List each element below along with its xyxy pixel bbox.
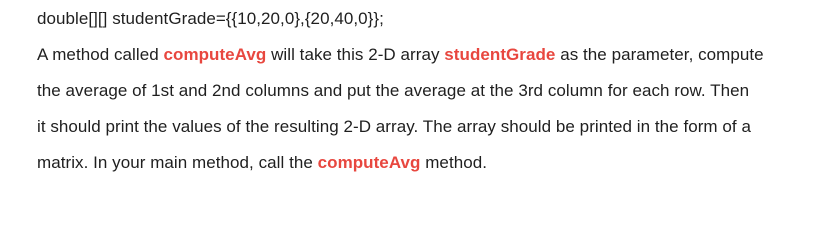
code-line: double[][] studentGrade={{10,20,0},{20,40,0}}; xyxy=(37,9,384,28)
method-name-highlight: computeAvg xyxy=(317,153,421,172)
paragraph-line-1 xyxy=(37,45,764,65)
paragraph-line-3: it should print the values of the resulting 2-D array. The array should be printed in the form of a xyxy=(37,117,751,136)
text-segment: as the parameter, compute xyxy=(555,45,764,64)
text-segment: A method called xyxy=(37,45,164,64)
method-name-highlight: computeAvg xyxy=(163,45,267,64)
paragraph-line-2: the average of 1st and 2nd columns and put the average at the 3rd column for each row. Then xyxy=(37,81,750,100)
text-segment: method. xyxy=(420,153,488,172)
text-segment: matrix. In your main method, call the xyxy=(37,153,318,172)
paragraph-line-4 xyxy=(37,153,487,173)
text-segment: will take this 2-D array xyxy=(266,45,445,64)
array-name-highlight: studentGrade xyxy=(444,45,556,64)
